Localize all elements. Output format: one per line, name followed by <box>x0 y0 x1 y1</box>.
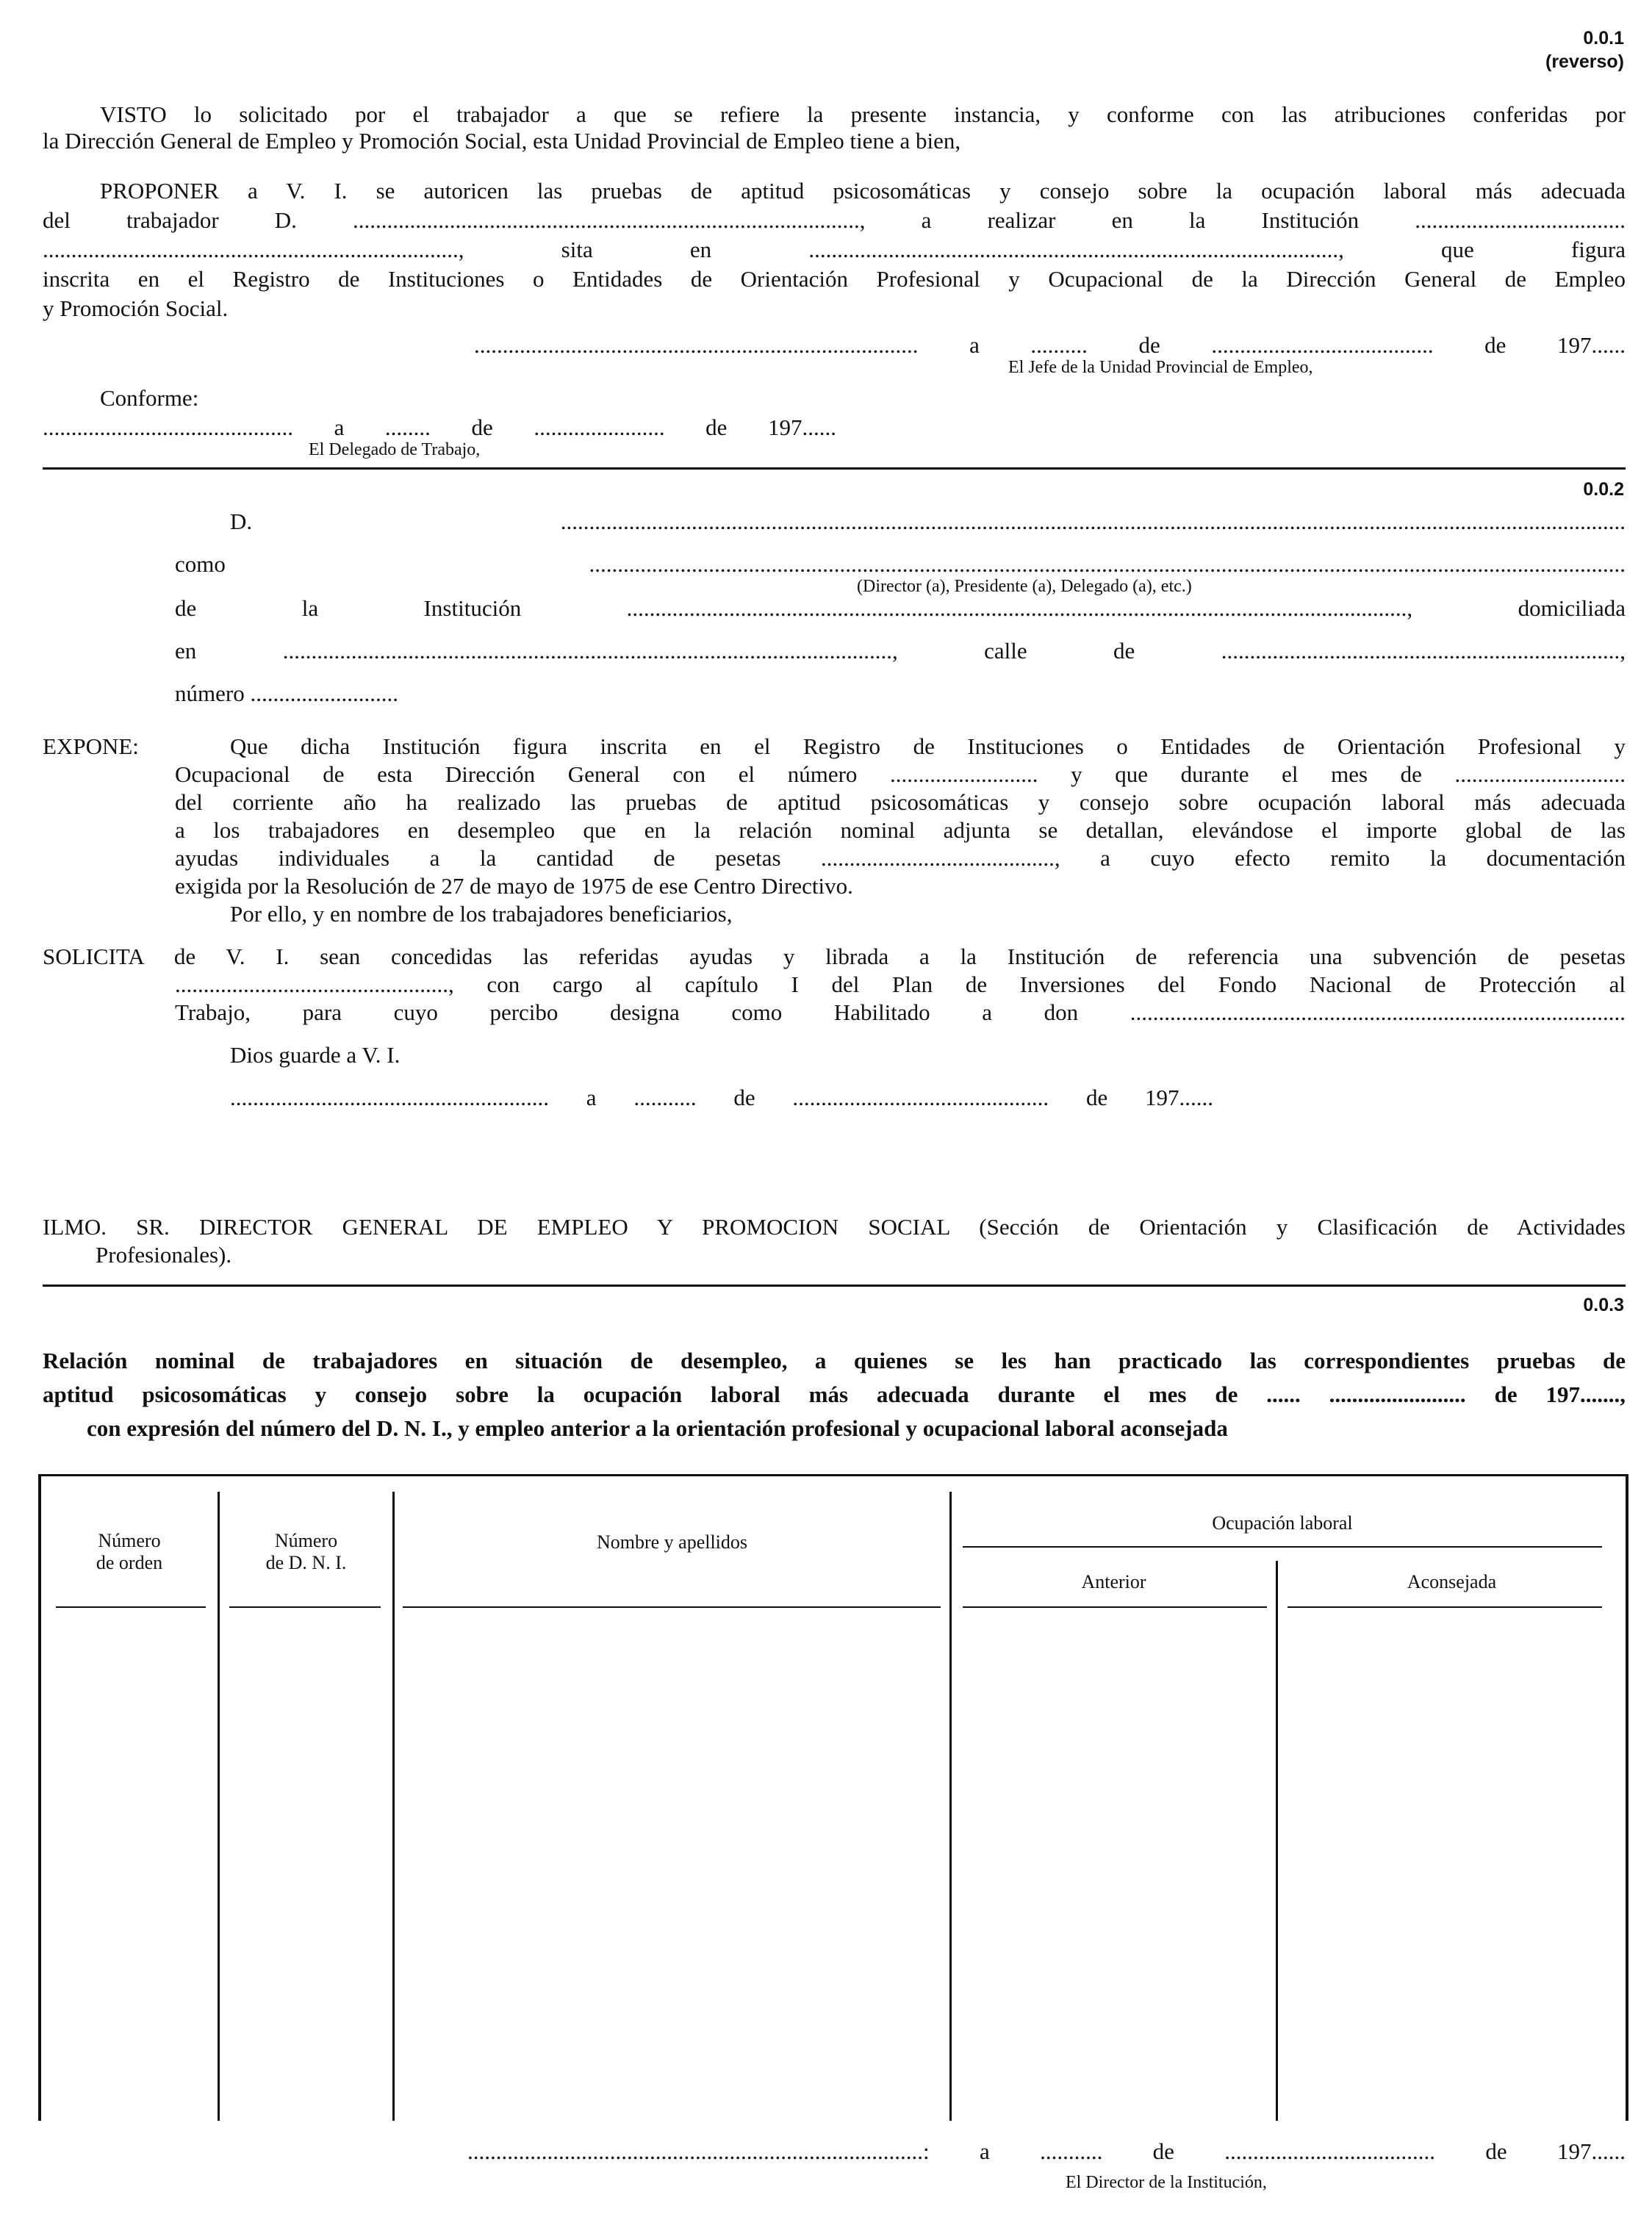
col-header-orden-line-1: Número <box>98 1530 161 1551</box>
form-code-001: 0.0.1 <box>1583 28 1624 48</box>
addressee-line-2: Profesionales). <box>96 1242 232 1268</box>
director-signature-label: El Director de la Institución, <box>1066 2173 1267 2192</box>
expone-line-2: Ocupacional de esta Dirección General con el número .......................... y que durante el mes de .............................. <box>175 761 1626 787</box>
expone-line-6: exigida por la Resolución de 27 de mayo de 1975 de ese Centro Directivo. <box>175 873 853 899</box>
proponer-line-5: y Promoción Social. <box>43 295 229 321</box>
numero-field-line: número .......................... <box>175 680 398 706</box>
expone-line-5: ayudas individuales a la cantidad de pesetas ........................................., a cuyo efecto remito la documentación <box>175 845 1626 871</box>
col-group-ocupacion: Ocupación laboral <box>1212 1512 1353 1534</box>
col-header-anterior: Anterior <box>1081 1571 1146 1592</box>
proponer-line-2: del trabajador D. ........................................................................................., a realizar en la Institución ..................................... <box>43 207 1626 233</box>
como-field-line: como ...................................................................................................................................................................................... <box>175 551 1626 577</box>
table-header-underline-orden <box>56 1606 206 1608</box>
table-header-underline-dni <box>229 1606 381 1608</box>
director-date-line: ................................................................................: a ........... de ..................................... de 197...... <box>467 2138 1626 2164</box>
solicita-line-2: ................................................, con cargo al capítulo I del Plan de Inversiones del Fondo Nacional de Protección al <box>175 971 1626 997</box>
col-header-orden <box>41 1530 218 1574</box>
conforme-date-line: ............................................ a ........ de ....................... de 197...... <box>43 414 836 440</box>
col-header-dni-line-2: de D. N. I. <box>265 1551 347 1573</box>
solicita-date-line: ........................................................ a ........... de ............................................. de 197...... <box>230 1085 1213 1110</box>
proponer-line-3: ........................................................................., sita en ............................................................................................., que figura <box>43 237 1626 262</box>
col-header-aconsejada: Aconsejada <box>1407 1571 1497 1592</box>
table-header-underline-aconsejada <box>1288 1606 1602 1608</box>
table-header-underline-anterior <box>963 1606 1267 1608</box>
table-group-underline <box>963 1546 1602 1548</box>
section-divider-2 <box>43 1285 1626 1287</box>
conforme-label: Conforme: <box>100 385 199 411</box>
expone-line-3: del corriente año ha realizado las pruebas de aptitud psicosomáticas y consejo sobre ocupación laboral más adecuada <box>175 789 1626 815</box>
relacion-heading-line-2: aptitud psicosomáticas y consejo sobre la ocupación laboral más adecuada durante el mes de ...... ........................ de 197......., <box>43 1382 1626 1407</box>
d-field-line: D. ........................................................................................................................................................................................... <box>230 509 1626 534</box>
expone-label: EXPONE: <box>43 733 139 759</box>
table-top-border <box>38 1474 1628 1476</box>
table-right-border <box>1626 1474 1628 2121</box>
institucion-field-line: de la Institución ........................................................................................................................................., domiciliada <box>175 595 1626 621</box>
proponer-line-4: inscrita en el Registro de Instituciones o Entidades de Orientación Profesional y Ocupacional de la Dirección General de Empleo <box>43 266 1626 292</box>
visto-line-2: la Dirección General de Empleo y Promoción Social, esta Unidad Provincial de Empleo tiene a bien, <box>43 128 961 154</box>
solicita-line-1: SOLICITA de V. I. sean concedidas las referidas ayudas y librada a la Institución de referencia una subvención de pesetas <box>43 944 1626 969</box>
solicita-line-3: Trabajo, para cuyo percibo designa como Habilitado a don ....................................................................................... <box>175 999 1626 1025</box>
expone-line-4: a los trabajadores en desempleo que en la relación nominal adjunta se detallan, elevándose el importe global de las <box>175 817 1626 843</box>
jefe-signature-label: El Jefe de la Unidad Provincial de Empleo, <box>1008 358 1313 377</box>
col-header-dni-line-1: Número <box>274 1530 338 1551</box>
dios-guarde-line: Dios guarde a V. I. <box>230 1042 401 1068</box>
form-code-002: 0.0.2 <box>1583 479 1624 500</box>
jefe-date-line: .............................................................................. a .......... de ....................................... de 197...... <box>474 332 1626 358</box>
relacion-heading-line-3: con expresión del número del D. N. I., y empleo anterior a la orientación profesional y ocupacional laboral aconsejada <box>87 1415 1228 1441</box>
role-hint: (Director (a), Presidente (a), Delegado (a), etc.) <box>857 577 1192 596</box>
form-code-reverso: (reverso) <box>1545 51 1624 72</box>
delegado-signature-label: El Delegado de Trabajo, <box>309 440 481 459</box>
por-ello-line: Por ello, y en nombre de los trabajadores beneficiarios, <box>230 901 733 927</box>
proponer-line-1: PROPONER a V. I. se autoricen las pruebas de aptitud psicosomáticas y consejo sobre la ocupación laboral más adecuada <box>100 178 1626 204</box>
addressee-line-1: ILMO. SR. DIRECTOR GENERAL DE EMPLEO Y PROMOCION SOCIAL (Sección de Orientación y Clasificación de Actividades <box>43 1214 1626 1240</box>
expone-line-1: Que dicha Institución figura inscrita en el Registro de Instituciones o Entidades de Orientación Profesional y <box>230 733 1626 759</box>
col-header-orden-line-2: de orden <box>96 1551 163 1573</box>
section-divider-1 <box>43 467 1626 470</box>
en-field-line: en ..........................................................................................................., calle de ......................................................................, <box>175 638 1626 664</box>
table-header-underline-nombre <box>403 1606 941 1608</box>
col-header-nombre: Nombre y apellidos <box>596 1531 748 1553</box>
table-divider-orden-dni <box>218 1492 220 2121</box>
col-header-dni <box>220 1530 392 1574</box>
table-divider-anterior-aconsejada <box>1276 1561 1278 2121</box>
table-divider-dni-nombre <box>392 1492 395 2121</box>
visto-line-1: VISTO lo solicitado por el trabajador a que se refiere la presente instancia, y conforme con las atribuciones conferidas por <box>100 101 1626 127</box>
form-code-003: 0.0.3 <box>1583 1295 1624 1315</box>
relacion-heading-line-1: Relación nominal de trabajadores en situación de desempleo, a quienes se les han practicado las correspondientes pruebas de <box>43 1348 1626 1373</box>
